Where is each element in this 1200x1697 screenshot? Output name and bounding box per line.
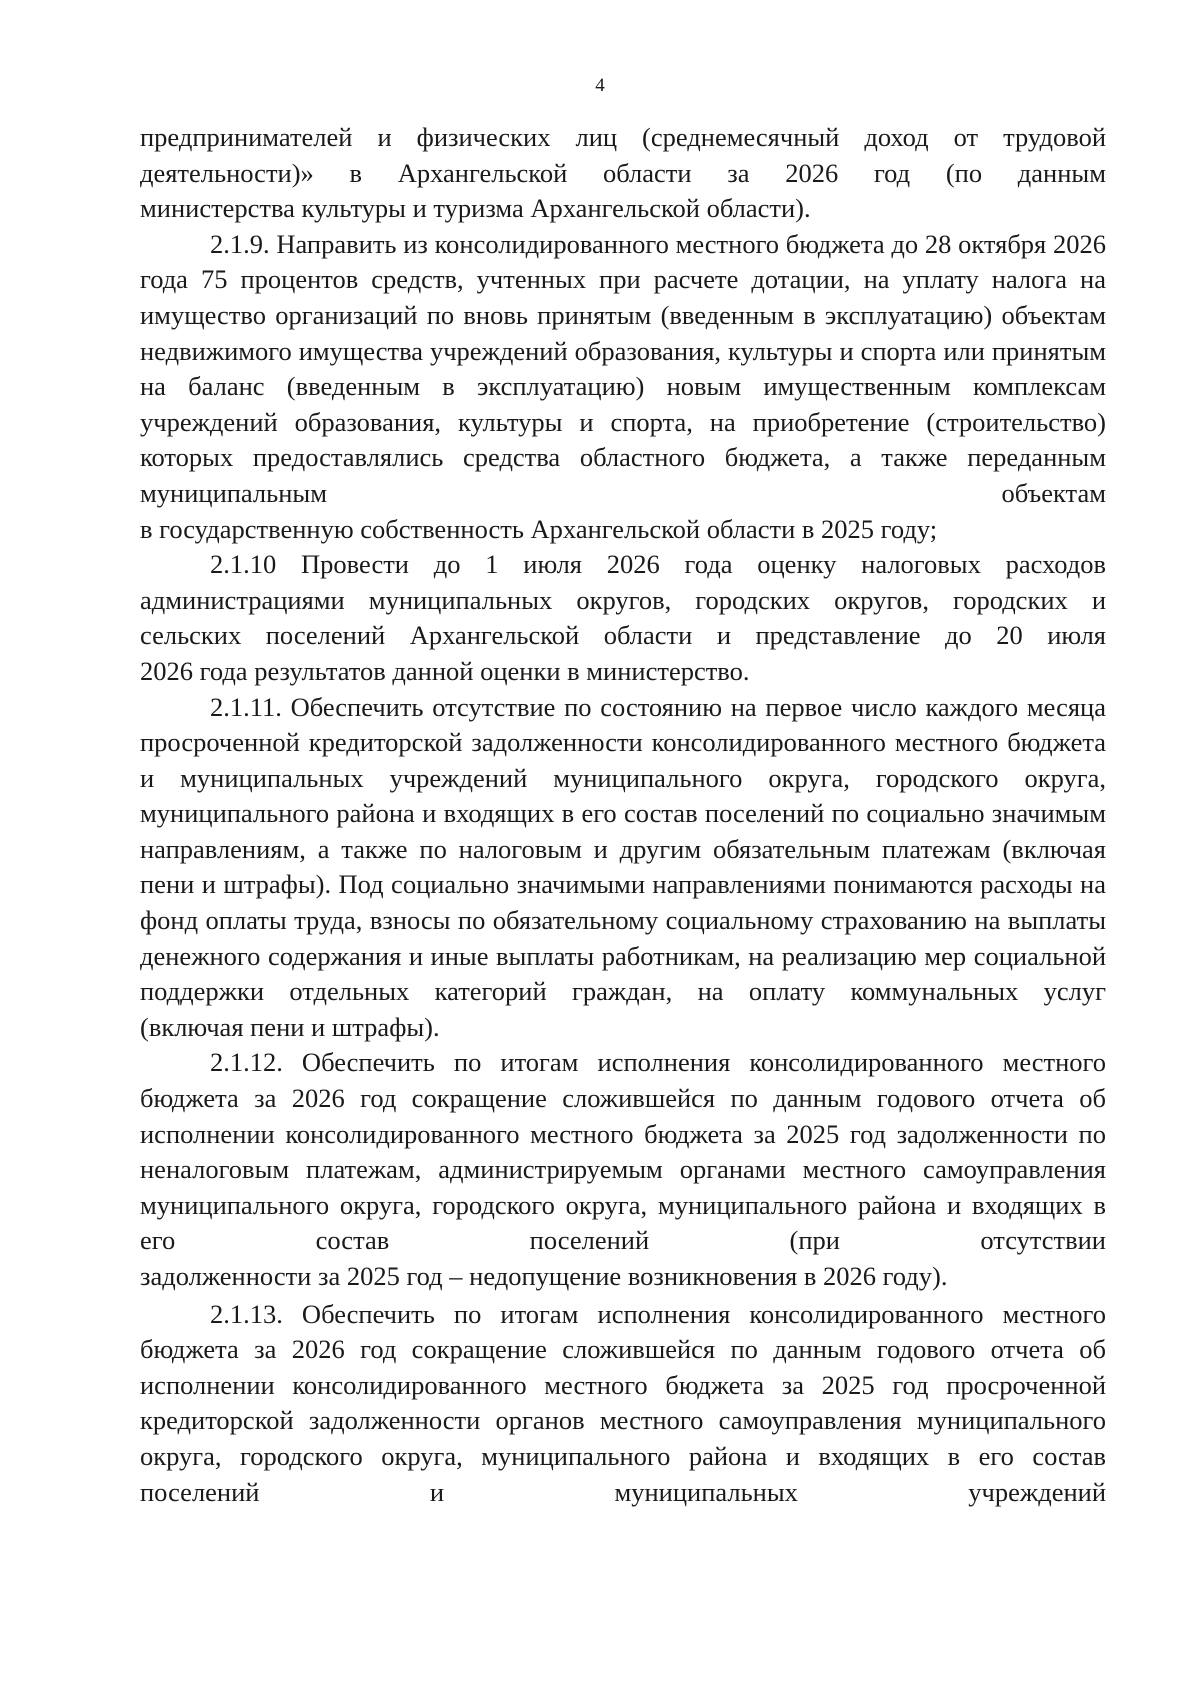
document-body bbox=[140, 120, 1106, 1510]
paragraph-continuation bbox=[140, 120, 1106, 191]
text-line: содержания и иные выплаты работникам, на реализацию мер социальной bbox=[267, 940, 1107, 971]
text-line: в эксплуатацию) объектам недвижимого имущества учреждений образования, bbox=[140, 299, 1106, 366]
text-line: администрациями муниципальных округов, городских округов, городских bbox=[140, 584, 1068, 615]
text-line: местного бюджета и муниципальных учреждений муниципального округа, bbox=[140, 727, 1106, 793]
text-line: бюджета за 2026 год сокращение сложившейся по данным годового отчета bbox=[140, 1334, 1064, 1365]
text-line: 2.1.13. Обеспечить по итогам исполнения консолидированного местного bbox=[210, 1298, 1106, 1329]
text-line: городского округа, муниципального района и входящих в его состав bbox=[140, 762, 1107, 829]
paragraph-continuation-end bbox=[140, 191, 1106, 227]
text-line: значимыми направлениями понимаются расходы на фонд оплаты труда, bbox=[140, 869, 1106, 936]
text-line: задолженности по неналоговым платежам, администрируемым органами bbox=[140, 1118, 1106, 1185]
text-line: и спорта, на приобретение (строительство) которых предоставлялись средства bbox=[140, 406, 1106, 473]
text-line: поддержки отдельных категорий граждан, на оплату коммунальных услуг bbox=[140, 976, 1106, 1007]
paragraph-2-1-10 bbox=[140, 547, 1106, 654]
text-line: об исполнении консолидированного местного бюджета за 2025 год bbox=[140, 1334, 1107, 1400]
text-line: областного бюджета, а также переданным муниципальным объектам bbox=[140, 442, 1107, 508]
text-line: самоуправления муниципального округа, городского округа, муниципального bbox=[140, 1405, 1107, 1471]
text-line: об исполнении консолидированного местного бюджета за 2025 год bbox=[140, 1083, 1107, 1149]
text-line: 2.1.9. Направить из консолидированного местного бюджета bbox=[210, 228, 885, 259]
text-line: до 28 октября 2026 года 75 процентов средств, учтенных при расчете дотации, bbox=[140, 228, 1107, 295]
paragraph-2-1-13 bbox=[140, 1297, 1106, 1511]
paragraph-2-1-10-end bbox=[140, 654, 1106, 690]
text-line: в государственную собственность Архангельской области в 2025 году; bbox=[140, 513, 938, 544]
text-line: культуры и спорта или принятым на баланс (введенным в эксплуатацию) bbox=[140, 335, 1107, 402]
text-line: района и входящих в его состав поселений и муниципальных учреждений bbox=[140, 1440, 1106, 1507]
text-line: на уплату налога на имущество организаций по вновь принятым (введенным bbox=[140, 264, 1106, 330]
paragraph-2-1-9 bbox=[140, 227, 1106, 512]
text-line: месяца просроченной кредиторской задолженности консолидированного bbox=[140, 691, 1106, 758]
text-line: и другим обязательным платежам (включая пени и штрафы). Под социально bbox=[140, 833, 1106, 900]
text-line: и сельских поселений Архангельской области и представление до 20 июля bbox=[140, 584, 1106, 651]
text-line: 2.1.11. Обеспечить отсутствие по состоянию на первое число каждого bbox=[210, 691, 1019, 722]
text-line: (включая пени и штрафы). bbox=[140, 1011, 440, 1042]
text-line: местного самоуправления муниципального округа, городского округа, bbox=[140, 1154, 1106, 1220]
page-number: 4 bbox=[595, 75, 605, 96]
text-line: поселений по социально значимым направлениям, а также по налоговым bbox=[140, 798, 1107, 864]
paragraph-2-1-12 bbox=[140, 1045, 1106, 1259]
text-line: 2.1.10 Провести до 1 июля 2026 года оценку налоговых расходов bbox=[210, 549, 1106, 580]
text-line: деятельности)» в Архангельской области за 2026 год (по данным bbox=[140, 157, 1106, 188]
text-line: задолженности за 2025 год – недопущение возникновения в 2026 году). bbox=[140, 1261, 948, 1291]
paragraph-2-1-9-end bbox=[140, 512, 1106, 548]
text-line: взносы по обязательному социальному страхованию на выплаты денежного bbox=[140, 905, 1106, 971]
text-line: муниципального района и входящих в его состав поселений (при отсутствии bbox=[140, 1189, 1107, 1256]
paragraph-2-1-12-end bbox=[140, 1259, 1106, 1295]
text-line: бюджета за 2026 год сокращение сложившейся по данным годового отчета bbox=[140, 1083, 1064, 1114]
paragraph-2-1-11 bbox=[140, 690, 1106, 1010]
text-line: 2026 года результатов данной оценки в министерство. bbox=[140, 655, 750, 686]
text-line: новым имущественным комплексам учреждений образования, культуры bbox=[140, 371, 1106, 437]
text-line: предпринимателей и физических лиц (среднемесячный доход от трудовой bbox=[140, 122, 1106, 152]
text-line: 2.1.12. Обеспечить по итогам исполнения консолидированного местного bbox=[210, 1047, 1106, 1078]
text-line: министерства культуры и туризма Архангельской области). bbox=[140, 193, 811, 224]
paragraph-2-1-11-end bbox=[140, 1010, 1106, 1046]
text-line: просроченной кредиторской задолженности органов местного bbox=[140, 1369, 1107, 1436]
